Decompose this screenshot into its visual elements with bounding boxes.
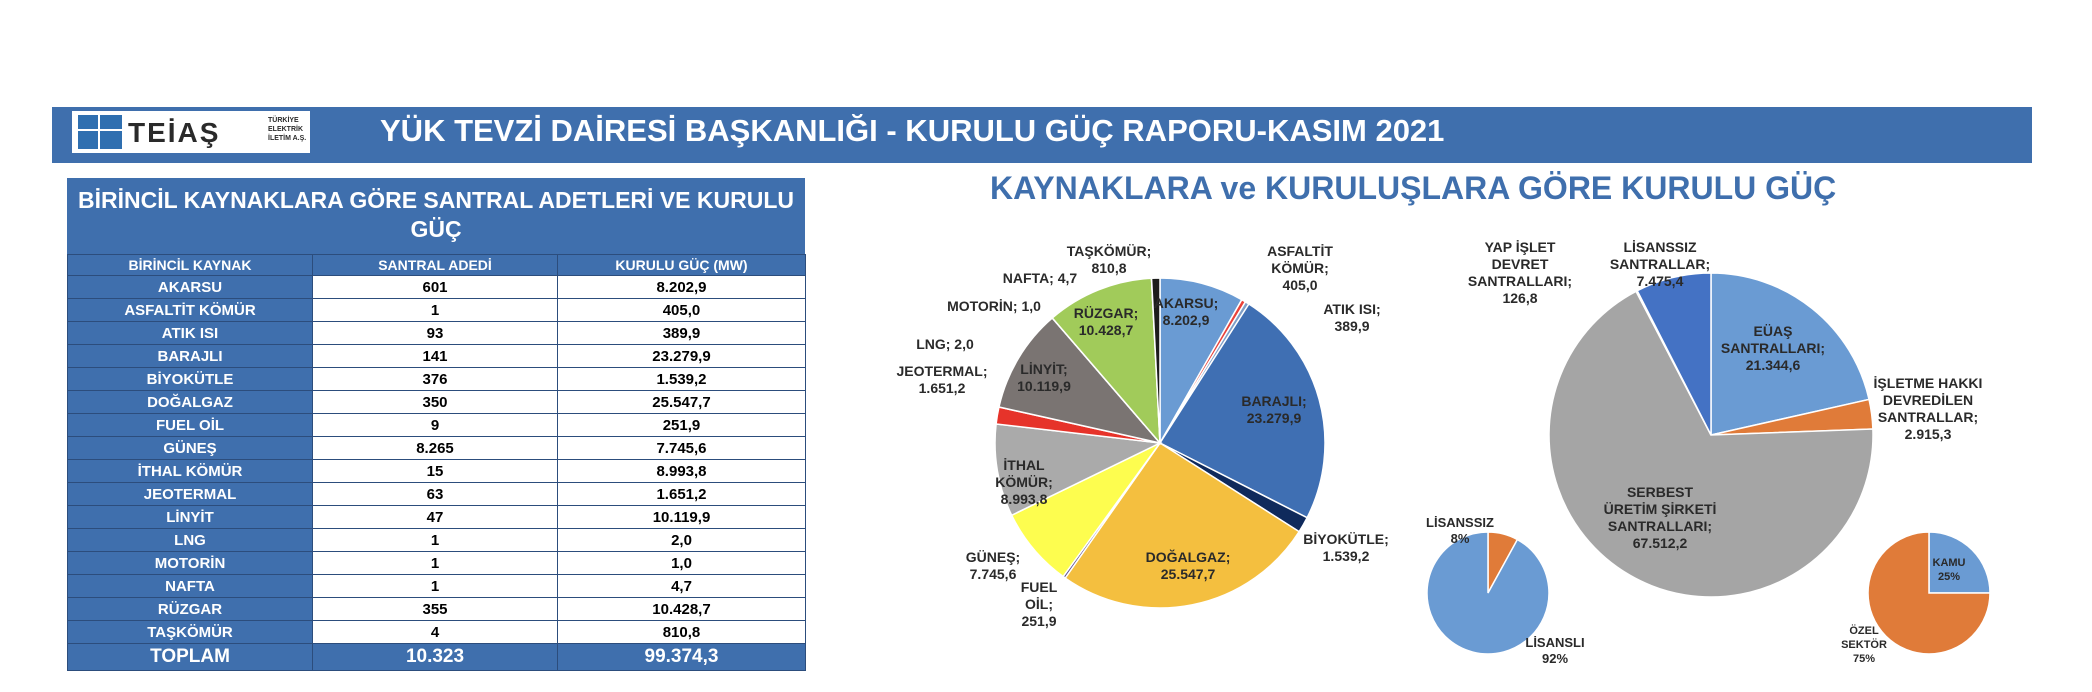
pie-label-0-8: İTHAL KÖMÜR; 8.993,8 bbox=[995, 457, 1053, 507]
logo-subtitle: TÜRKİYE ELEKTRİK İLETİM A.Ş. bbox=[268, 117, 307, 142]
source-name-cell: ATIK ISI bbox=[68, 322, 313, 345]
total-label-cell: TOPLAM bbox=[68, 644, 313, 671]
capacity-cell: 810,8 bbox=[558, 621, 806, 644]
capacity-cell: 7.745,6 bbox=[558, 437, 806, 460]
pie-label-0-15: TAŞKÖMÜR; 810,8 bbox=[1066, 243, 1152, 276]
column-header: KURULU GÜÇ (MW) bbox=[558, 255, 806, 276]
pie-label-1-3: YAP İŞLET DEVRET SANTRALLARI; 126,8 bbox=[1467, 239, 1573, 306]
column-header: BİRİNCİL KAYNAK bbox=[68, 255, 313, 276]
capacity-cell: 23.279,9 bbox=[558, 345, 806, 368]
source-name-cell: AKARSU bbox=[68, 276, 313, 299]
charts-title: KAYNAKLARA ve KURULUŞLARA GÖRE KURULU GÜÇ bbox=[990, 170, 1837, 206]
pie-label-0-9: JEOTERMAL; 1.651,2 bbox=[896, 363, 988, 396]
plant-count-cell: 63 bbox=[313, 483, 558, 506]
pie-label-0-5: DOĞALGAZ; 25.547,7 bbox=[1145, 549, 1231, 582]
plant-count-cell: 350 bbox=[313, 391, 558, 414]
pie-label-0-7: GÜNEŞ; 7.745,6 bbox=[965, 549, 1021, 582]
pie-label-1-0: EÜAŞ SANTRALLARI; 21.344,6 bbox=[1720, 323, 1826, 373]
plant-count-cell: 4 bbox=[313, 621, 558, 644]
pie-label-2-0: LİSANSSIZ 8% bbox=[1426, 515, 1494, 546]
plant-count-cell: 141 bbox=[313, 345, 558, 368]
logo-name: TEİAŞ bbox=[128, 117, 221, 148]
source-name-cell: TAŞKÖMÜR bbox=[68, 621, 313, 644]
pie-label-0-11: LNG; 2,0 bbox=[916, 336, 974, 352]
pie-label-0-6: FUEL OİL; 251,9 bbox=[1020, 579, 1058, 629]
plant-count-cell: 1 bbox=[313, 552, 558, 575]
source-name-cell: İTHAL KÖMÜR bbox=[68, 460, 313, 483]
capacity-cell: 389,9 bbox=[558, 322, 806, 345]
capacity-cell: 1.651,2 bbox=[558, 483, 806, 506]
plant-count-cell: 9 bbox=[313, 414, 558, 437]
pie-label-0-13: RÜZGAR; 10.428,7 bbox=[1073, 305, 1139, 338]
capacity-cell: 1.539,2 bbox=[558, 368, 806, 391]
capacity-cell: 10.428,7 bbox=[558, 598, 806, 621]
source-name-cell: BARAJLI bbox=[68, 345, 313, 368]
source-name-cell: GÜNEŞ bbox=[68, 437, 313, 460]
source-name-cell: NAFTA bbox=[68, 575, 313, 598]
source-name-cell: FUEL OİL bbox=[68, 414, 313, 437]
plant-count-cell: 47 bbox=[313, 506, 558, 529]
pie-label-0-2: ATIK ISI; 389,9 bbox=[1323, 301, 1381, 334]
plant-count-cell: 93 bbox=[313, 322, 558, 345]
capacity-cell: 405,0 bbox=[558, 299, 806, 322]
pie-label-3-1: ÖZEL SEKTÖR 75% bbox=[1841, 625, 1887, 665]
plant-count-cell: 376 bbox=[313, 368, 558, 391]
pie-label-0-4: BİYOKÜTLE; 1.539,2 bbox=[1303, 531, 1389, 564]
pie-label-0-12: MOTORİN; 1,0 bbox=[947, 298, 1041, 314]
pie-label-1-2: SERBEST ÜRETİM ŞİRKETİ SANTRALLARI; 67.512,2 bbox=[1603, 484, 1717, 551]
pie-label-1-4: LİSANSSIZ SANTRALLAR; 7.475,4 bbox=[1609, 239, 1711, 289]
capacity-cell: 25.547,7 bbox=[558, 391, 806, 414]
pie-label-0-3: BARAJLI; 23.279,9 bbox=[1241, 393, 1307, 426]
capacity-cell: 10.119,9 bbox=[558, 506, 806, 529]
total-capacity-cell: 99.374,3 bbox=[558, 644, 806, 671]
pie-label-0-14: NAFTA; 4,7 bbox=[1002, 270, 1078, 286]
capacity-cell: 8.993,8 bbox=[558, 460, 806, 483]
source-name-cell: LNG bbox=[68, 529, 313, 552]
source-name-cell: MOTORİN bbox=[68, 552, 313, 575]
table-title: BİRİNCİL KAYNAKLARA GÖRE SANTRAL ADETLERİ VE KURULU GÜÇ bbox=[77, 187, 794, 242]
plant-count-cell: 1 bbox=[313, 299, 558, 322]
pie-label-0-0: AKARSU; 8.202,9 bbox=[1153, 295, 1219, 328]
pie-label-1-1: İŞLETME HAKKI DEVREDİLEN SANTRALLAR; 2.915,3 bbox=[1873, 375, 1983, 442]
source-name-cell: BİYOKÜTLE bbox=[68, 368, 313, 391]
source-name-cell: DOĞALGAZ bbox=[68, 391, 313, 414]
plant-count-cell: 1 bbox=[313, 575, 558, 598]
source-name-cell: ASFALTİT KÖMÜR bbox=[68, 299, 313, 322]
capacity-cell: 1,0 bbox=[558, 552, 806, 575]
plant-count-cell: 1 bbox=[313, 529, 558, 552]
column-header: SANTRAL ADEDİ bbox=[313, 255, 558, 276]
capacity-cell: 251,9 bbox=[558, 414, 806, 437]
pie-label-2-1: LİSANSLI 92% bbox=[1525, 635, 1585, 666]
plant-count-cell: 8.265 bbox=[313, 437, 558, 460]
page-title: YÜK TEVZİ DAİRESİ BAŞKANLIĞI - KURULU GÜÇ RAPORU-KASIM 2021 bbox=[380, 113, 1445, 148]
total-count-cell: 10.323 bbox=[313, 644, 558, 671]
pie-label-3-0: KAMU 25% bbox=[1932, 557, 1966, 583]
plant-count-cell: 15 bbox=[313, 460, 558, 483]
capacity-cell: 2,0 bbox=[558, 529, 806, 552]
plant-count-cell: 355 bbox=[313, 598, 558, 621]
source-name-cell: LİNYİT bbox=[68, 506, 313, 529]
pie-label-0-10: LİNYİT; 10.119,9 bbox=[1017, 361, 1071, 394]
source-name-cell: JEOTERMAL bbox=[68, 483, 313, 506]
capacity-cell: 8.202,9 bbox=[558, 276, 806, 299]
pie-label-0-1: ASFALTİT KÖMÜR; 405,0 bbox=[1267, 243, 1333, 293]
plant-count-cell: 601 bbox=[313, 276, 558, 299]
capacity-cell: 4,7 bbox=[558, 575, 806, 598]
source-name-cell: RÜZGAR bbox=[68, 598, 313, 621]
